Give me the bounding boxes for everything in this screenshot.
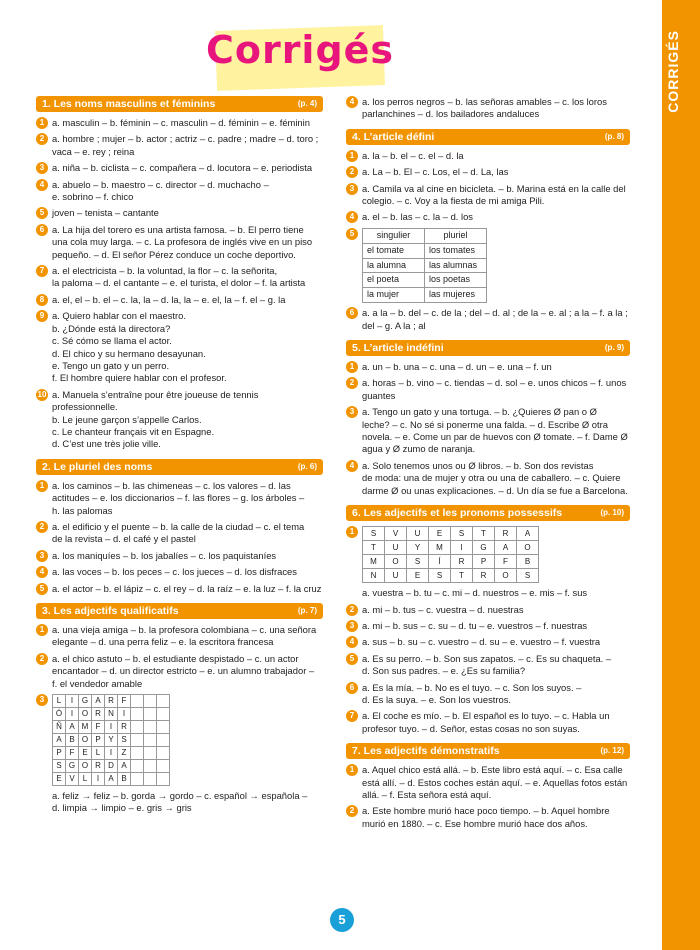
grid-cell: M <box>79 721 92 734</box>
exercise-number: 2 <box>346 604 358 616</box>
exercise-item <box>346 460 630 497</box>
exercise-item <box>346 406 630 456</box>
exercise-item <box>36 583 323 595</box>
grid-cell: E <box>79 747 92 760</box>
grid-cell: F <box>92 721 105 734</box>
exercise-number: 1 <box>346 526 358 538</box>
exercise-number: 1 <box>36 480 48 492</box>
exercise-item <box>346 166 630 178</box>
grid-cell: Ñ <box>53 721 66 734</box>
grid-cell: I <box>118 708 131 721</box>
grid-cell <box>144 695 157 708</box>
exercise-item <box>36 224 323 261</box>
exercise-number: 3 <box>346 406 358 418</box>
exercise-number: 2 <box>346 166 358 178</box>
grid-cell: D <box>105 760 118 773</box>
answer-line: de la revista – d. el café y el pastel <box>52 533 196 545</box>
grid-cell: N <box>363 569 385 583</box>
exercise-number: 3 <box>36 162 48 174</box>
grid-cell <box>144 773 157 786</box>
exercise-number: 5 <box>346 228 358 240</box>
exercise-number: 2 <box>36 133 48 145</box>
section-title: 3. Les adjectifs qualificatifs <box>42 605 179 617</box>
answer-line: a. La – b. El – c. Los, el – d. La, las <box>362 166 509 178</box>
grid-cell: R <box>495 527 517 541</box>
answer-line: a. Es la mía. – b. No es el tuyo. – c. Son los suyos. – <box>362 681 582 693</box>
grid-cell: I <box>451 541 473 555</box>
grid-cell: R <box>118 721 131 734</box>
grid-cell: A <box>92 695 105 708</box>
table-header-cell: pluriel <box>425 228 487 243</box>
grid-cell: O <box>79 708 92 721</box>
exercise-number: 2 <box>346 377 358 389</box>
answer-line: a. el edificio y el puente – b. la calle de la ciudad – c. el tema <box>52 520 305 532</box>
answer-line: joven – tenista – cantante <box>52 207 159 219</box>
answer-line: a. las voces – b. los peces – c. los jueces – d. los disfraces <box>52 566 297 578</box>
answer-line: murió en 1880. – c. Ese hombre murió hace dos años. <box>362 817 588 829</box>
answer-line: a. a la – b. del – c. de la ; del – d. al ; de la – e. al ; a la – f. a la ; <box>362 307 628 319</box>
grid-cell <box>131 734 144 747</box>
answer-line: d. Son sus padres. – e. ¿Es su familia? <box>362 665 526 677</box>
exercise-item <box>346 361 630 373</box>
grid-cell <box>144 708 157 721</box>
exercise-number: 6 <box>346 682 358 694</box>
exercise-item <box>346 653 630 678</box>
exercise-number: 7 <box>346 710 358 722</box>
grid-cell: A <box>517 527 539 541</box>
grid-cell: S <box>53 760 66 773</box>
grid-cell: L <box>92 747 105 760</box>
exercise-item <box>36 179 323 204</box>
section-header <box>346 340 630 356</box>
table-cell: los poetas <box>425 273 487 288</box>
answer-line: a. el – b. las – c. la – d. los <box>362 211 473 223</box>
right-column <box>346 96 630 838</box>
section-header <box>36 459 323 475</box>
grid-cell: B <box>66 734 79 747</box>
exercise-item <box>36 294 323 306</box>
exercise-number: 3 <box>346 620 358 632</box>
section-title: 4. L’article défini <box>352 130 435 143</box>
answer-line: leche? – c. No sé si ponerme una falda. – d. Escribe Ø otra <box>362 418 608 430</box>
grid-cell <box>131 747 144 760</box>
exercise-item <box>346 150 630 162</box>
grid-cell <box>157 773 170 786</box>
exercise-item <box>36 117 323 129</box>
exercise-number: 4 <box>346 460 358 472</box>
grid-cell: V <box>385 527 407 541</box>
answer-line: c. Le chanteur français vit en Espagne. <box>52 425 215 437</box>
answer-line: actitudes – e. los diccionarios – f. las flores – g. los árboles – <box>52 492 305 504</box>
grid-cell <box>157 721 170 734</box>
answer-line: a. el chico astuto – b. el estudiante despistado – c. un actor <box>52 652 299 664</box>
grid-cell: R <box>92 708 105 721</box>
exercise-item <box>36 389 323 451</box>
grid-cell: I <box>105 747 118 760</box>
answer-line: a. mi – b. tus – c. vuestra – d. nuestras <box>362 603 524 615</box>
word-search-grid <box>52 694 170 786</box>
answer-line: darme Ø ou unas explicaciones. – d. Un día se fue a Barcelona. <box>362 484 628 496</box>
grid-cell: G <box>79 695 92 708</box>
exercise-number: 4 <box>346 96 358 108</box>
exercise-item <box>346 620 630 632</box>
exercise-item <box>36 265 323 290</box>
answer-line: f. el vendedor amable <box>52 677 143 689</box>
exercise-item <box>346 211 630 223</box>
exercise-number: 4 <box>346 211 358 223</box>
section <box>346 340 630 497</box>
answer-line: a. Aquel chico está allá. – b. Este libro está aquí. – c. Esa calle <box>362 764 623 776</box>
answer-line: h. las palomas <box>52 504 113 516</box>
exercise-item <box>36 653 323 690</box>
word-search-grid <box>362 526 539 583</box>
answer-line: a. los maniquíes – b. los jabalíes – c. los paquistaníes <box>52 549 277 561</box>
answer-line: a. una vieja amiga – b. la profesora colombiana – c. una señora <box>52 624 317 635</box>
grid-cell: A <box>53 734 66 747</box>
grid-cell: M <box>363 555 385 569</box>
answer-line: de moda: una de mujer y otra ou una de caballero. – c. Quiere <box>362 472 621 484</box>
exercise-number: 9 <box>36 310 48 322</box>
grid-cell: S <box>407 555 429 569</box>
exercise-item <box>36 480 323 517</box>
exercise-number: 4 <box>346 636 358 648</box>
answer-line: la paloma – d. el cantante – e. el turista, el dolor – f. la artista <box>52 277 306 289</box>
exercise-number: 2 <box>36 653 48 665</box>
grid-cell: E <box>53 773 66 786</box>
grid-cell <box>157 734 170 747</box>
answer-line: vaca – e. rey ; reina <box>52 145 135 157</box>
side-tab-label: CORRIGÉS <box>665 30 681 113</box>
answer-line: a. sus – b. su – c. vuestro – d. su – e. vuestro – f. vuestra <box>362 636 601 648</box>
answer-line: a. niña – b. ciclista – c. compañera – d. locutora – e. periodista <box>52 162 313 174</box>
grid-cell: S <box>451 527 473 541</box>
side-tab <box>662 0 700 950</box>
exercise-number: 8 <box>36 294 48 306</box>
grid-cell: I <box>92 773 105 786</box>
grid-cell: T <box>363 541 385 555</box>
grid-cell: E <box>429 527 451 541</box>
exercise-number: 10 <box>37 389 47 399</box>
grid-cell: Ó <box>53 708 66 721</box>
section-title: 1. Les noms masculins et féminins <box>42 98 216 110</box>
exercise-number: 1 <box>36 624 48 636</box>
answer-line: del – g. A la ; al <box>362 319 426 331</box>
exercise-item <box>346 805 630 830</box>
grid-cell: G <box>473 541 495 555</box>
exercise-item <box>346 526 630 599</box>
grid-cell: G <box>66 760 79 773</box>
exercise-item <box>346 96 630 121</box>
answer-line: d. limpia → limpio – e. gris → gris <box>52 802 192 814</box>
section-header <box>346 743 630 759</box>
grid-cell: O <box>495 569 517 583</box>
answer-line: elegante – d. una perra feliz – e. la escritora francesa <box>52 636 274 648</box>
left-column <box>36 96 323 823</box>
section-page-ref: (p. 6) <box>297 461 317 471</box>
exercise-item <box>36 207 323 219</box>
exercise-item <box>346 183 630 208</box>
answer-line: a. el actor – b. el lápiz – c. el rey – d. la raíz – e. la luz – f. la cruz <box>52 582 322 594</box>
answer-line: a. el, el – b. el – c. la, la – d. la, la – e. el, la – f. el – g. la <box>52 293 286 305</box>
exercise-number: 5 <box>36 207 48 219</box>
answer-line: a. Es su perro. – b. Son sus zapatos. – c. Es su chaqueta. – <box>362 652 612 664</box>
grid-cell: U <box>385 569 407 583</box>
page-title: Corrigés <box>205 28 395 72</box>
exercise-number: 5 <box>346 653 358 665</box>
grid-cell <box>131 695 144 708</box>
grid-cell: T <box>473 527 495 541</box>
exercise-number: 1 <box>346 764 358 776</box>
answer-line: a. hombre ; mujer – b. actor ; actriz – c. padre ; madre – d. toro ; <box>52 133 319 145</box>
grid-cell: N <box>105 708 118 721</box>
grid-cell: R <box>92 760 105 773</box>
grid-cell: A <box>105 773 118 786</box>
grid-cell: A <box>495 541 517 555</box>
grid-cell: I <box>105 721 118 734</box>
exercise-item <box>346 604 630 616</box>
answer-line: d. Es la suya. – e. Son los vuestros. <box>362 693 512 705</box>
grid-cell <box>157 747 170 760</box>
answer-line: b. ¿Dónde está la directora? <box>52 322 171 334</box>
exercise-number: 3 <box>346 183 358 195</box>
section-header <box>36 96 323 112</box>
grid-cell: A <box>66 721 79 734</box>
answer-line: a. abuelo – b. maestro – c. director – d. muchacho – <box>52 178 269 190</box>
section-header <box>346 505 630 521</box>
grid-cell <box>131 721 144 734</box>
grid-cell: F <box>495 555 517 569</box>
grid-cell: P <box>92 734 105 747</box>
answer-line: b. Le jeune garçon s’appelle Carlos. <box>52 413 202 425</box>
answer-line: a. el electricista – b. la voluntad, la flor – c. la señorita, <box>52 265 278 277</box>
grid-cell: L <box>79 773 92 786</box>
exercise-item <box>36 694 323 815</box>
exercise-item <box>346 307 630 332</box>
answer-line: professionnelle. <box>52 401 118 413</box>
grid-cell <box>144 760 157 773</box>
answer-line: encantador – d. un director estricto – e. un alumno trabajador – <box>52 665 315 677</box>
answer-line: agua y Ø zumo de naranja. <box>362 443 476 455</box>
section-header <box>36 603 323 619</box>
answer-line: e. sobrino – f. chico <box>52 191 134 203</box>
grid-cell: O <box>79 760 92 773</box>
answer-line: a. Solo tenemos unos ou Ø libros. – b. Son dos revistas <box>362 459 594 471</box>
table-row <box>363 258 487 273</box>
exercise-number: 1 <box>346 150 358 162</box>
table-cell: la mujer <box>363 288 425 303</box>
answer-line: e. Tengo un gato y un perro. <box>52 359 170 371</box>
answer-line: c. Sé cómo se llama el actor. <box>52 335 172 347</box>
table-cell: las mujeres <box>425 288 487 303</box>
answer-line: f. El hombre quiere hablar con el profesor. <box>52 372 227 384</box>
grid-cell: A <box>118 760 131 773</box>
grid-cell: V <box>66 773 79 786</box>
exercise-number: 6 <box>346 307 358 319</box>
grid-cell: T <box>451 569 473 583</box>
section-title: 7. Les adjectifs démonstratifs <box>352 745 500 758</box>
exercise-number: 1 <box>346 361 358 373</box>
section <box>36 459 323 595</box>
exercise-item <box>36 550 323 562</box>
grid-cell: U <box>407 527 429 541</box>
exercise-number: 6 <box>36 224 48 236</box>
answer-line: a. El coche es mío. – b. El español es lo tuyo. – c. Habla un <box>362 710 610 722</box>
grid-cell <box>131 773 144 786</box>
answer-line: colegio. – c. Voy a la fiesta de mi amiga Pili. <box>362 195 545 207</box>
grid-cell <box>157 760 170 773</box>
answer-line: a. Manuela s’entraîne pour être joueuse de tennis <box>52 388 259 400</box>
answer-line: a. un – b. una – c. una – d. un – e. una – f. un <box>362 361 552 373</box>
exercise-number: 3 <box>36 694 48 706</box>
answer-line: d. El chico y su hermano desayunan. <box>52 347 206 359</box>
section-page-ref: (p. 9) <box>604 343 624 353</box>
answer-line: a. masculin – b. féminin – c. masculin – d. féminin – e. féminin <box>52 117 310 128</box>
grid-cell <box>144 734 157 747</box>
exercise-item <box>36 133 323 158</box>
exercise-number: 4 <box>36 566 48 578</box>
table-header-row <box>363 228 487 243</box>
grid-cell <box>131 708 144 721</box>
section <box>36 603 323 815</box>
answer-line: novela. – e. Come un par de huevos con Ø tomate. – f. Dame Ø <box>362 431 628 443</box>
answer-line: está allí. – d. Estos coches están aquí. – e. Aquellas fotos están <box>362 776 628 788</box>
exercise-number: 5 <box>36 583 48 595</box>
answer-line: a. los perros negros – b. las señoras amables – c. los loros <box>362 96 607 107</box>
table-cell: el poeta <box>363 273 425 288</box>
page-number: 5 <box>330 908 354 932</box>
grid-cell: M <box>429 541 451 555</box>
answer-line: a. Tengo un gato y una tortuga. – b. ¿Quieres Ø pan o Ø <box>362 406 597 418</box>
grid-cell: U <box>385 541 407 555</box>
article-table <box>362 228 487 303</box>
grid-cell: I <box>66 695 79 708</box>
grid-cell <box>144 747 157 760</box>
table-row <box>363 288 487 303</box>
answer-line: a. Este hombre murió hace poco tiempo. – b. Aquel hombre <box>362 805 610 817</box>
answer-line: a. Camila va al cine en bicicleta. – b. Marina está en la calle del <box>362 182 626 194</box>
grid-cell: B <box>118 773 131 786</box>
exercise-item <box>346 710 630 735</box>
grid-cell: Z <box>118 747 131 760</box>
answer-line: allá. – f. Esta señora está aquí. <box>362 788 492 800</box>
section <box>346 505 630 735</box>
grid-cell: O <box>517 541 539 555</box>
section <box>36 96 323 451</box>
grid-cell: Y <box>105 734 118 747</box>
grid-cell: B <box>517 555 539 569</box>
exercise-item <box>346 682 630 707</box>
exercise-item <box>346 636 630 648</box>
grid-cell: S <box>517 569 539 583</box>
answer-line: guantes <box>362 389 396 401</box>
section <box>346 743 630 830</box>
exercise-number: 7 <box>36 265 48 277</box>
table-row <box>363 273 487 288</box>
grid-cell <box>157 695 170 708</box>
grid-cell: R <box>105 695 118 708</box>
section-page-ref: (p. 10) <box>600 508 624 518</box>
exercise-number: 1 <box>36 117 48 129</box>
grid-cell: P <box>473 555 495 569</box>
answer-line: a. feliz → feliz – b. gorda → gordo – c. español → española – <box>52 790 308 802</box>
exercise-item <box>346 377 630 402</box>
grid-cell: F <box>66 747 79 760</box>
section <box>346 96 630 121</box>
grid-cell: Y <box>407 541 429 555</box>
exercise-item <box>36 566 323 578</box>
answer-line: a. La hija del torero es una artista famosa. – b. El perro tiene <box>52 223 304 235</box>
grid-cell: O <box>385 555 407 569</box>
grid-cell: Í <box>429 555 451 569</box>
section-title: 6. Les adjectifs et les pronoms possessifs <box>352 507 563 520</box>
exercise-item <box>36 310 323 384</box>
answer-line: a. mi – b. sus – c. su – d. tu – e. vuestros – f. nuestras <box>362 619 588 631</box>
exercise-item <box>36 162 323 174</box>
table-cell: la alumna <box>363 258 425 273</box>
answer-line: pequeño. – d. El señor Pérez conduce un coche deportivo. <box>52 248 296 260</box>
exercise-item <box>346 764 630 801</box>
exercise-item <box>346 228 630 303</box>
grid-cell <box>144 721 157 734</box>
answer-line: a. Quiero hablar con el maestro. <box>52 310 186 322</box>
section-page-ref: (p. 7) <box>297 606 317 615</box>
grid-cell: E <box>407 569 429 583</box>
exercise-number: 3 <box>36 550 48 562</box>
answer-line: a. vuestra – b. tu – c. mi – d. nuestros – e. mis – f. sus <box>362 587 588 599</box>
table-cell: el tomate <box>363 243 425 258</box>
grid-cell: L <box>53 695 66 708</box>
answer-line: una cola muy larga. – c. La profesora de inglés vive en un piso <box>52 236 313 248</box>
section <box>346 129 630 332</box>
grid-cell: S <box>118 734 131 747</box>
answer-line: profesor tuyo. – d. Señor, estas cosas no son suyas. <box>362 722 580 734</box>
grid-cell: O <box>79 734 92 747</box>
section-title: 5. L’article indéfini <box>352 342 444 355</box>
grid-cell <box>131 760 144 773</box>
grid-cell: S <box>429 569 451 583</box>
answer-line: d. C’est une très jolie ville. <box>52 438 161 450</box>
exercise-number: 2 <box>36 521 48 533</box>
table-row <box>363 243 487 258</box>
section-page-ref: (p. 4) <box>297 99 317 108</box>
grid-cell: S <box>363 527 385 541</box>
table-cell: los tomates <box>425 243 487 258</box>
grid-cell <box>157 708 170 721</box>
exercise-number: 4 <box>36 179 48 191</box>
grid-cell: R <box>473 569 495 583</box>
section-title: 2. Le pluriel des noms <box>42 460 153 473</box>
section-header <box>346 129 630 145</box>
grid-cell: F <box>118 695 131 708</box>
table-cell: las alumnas <box>425 258 487 273</box>
answer-line: a. horas – b. vino – c. tiendas – d. sol – e. unos chicos – f. unos <box>362 377 627 389</box>
grid-cell: P <box>53 747 66 760</box>
answer-line: a. los caminos – b. las chimeneas – c. los valores – d. las <box>52 479 291 491</box>
section-page-ref: (p. 8) <box>604 131 624 141</box>
section-page-ref: (p. 12) <box>600 746 624 756</box>
grid-cell: I <box>66 708 79 721</box>
answer-line: a. la – b. el – c. el – d. la <box>362 149 464 161</box>
grid-cell: R <box>451 555 473 569</box>
exercise-item <box>36 624 323 649</box>
exercise-number: 2 <box>346 805 358 817</box>
answer-line: parlanchines – d. los bailadores andaluces <box>362 108 540 120</box>
table-header-cell: singulier <box>363 228 425 243</box>
exercise-item <box>36 521 323 546</box>
